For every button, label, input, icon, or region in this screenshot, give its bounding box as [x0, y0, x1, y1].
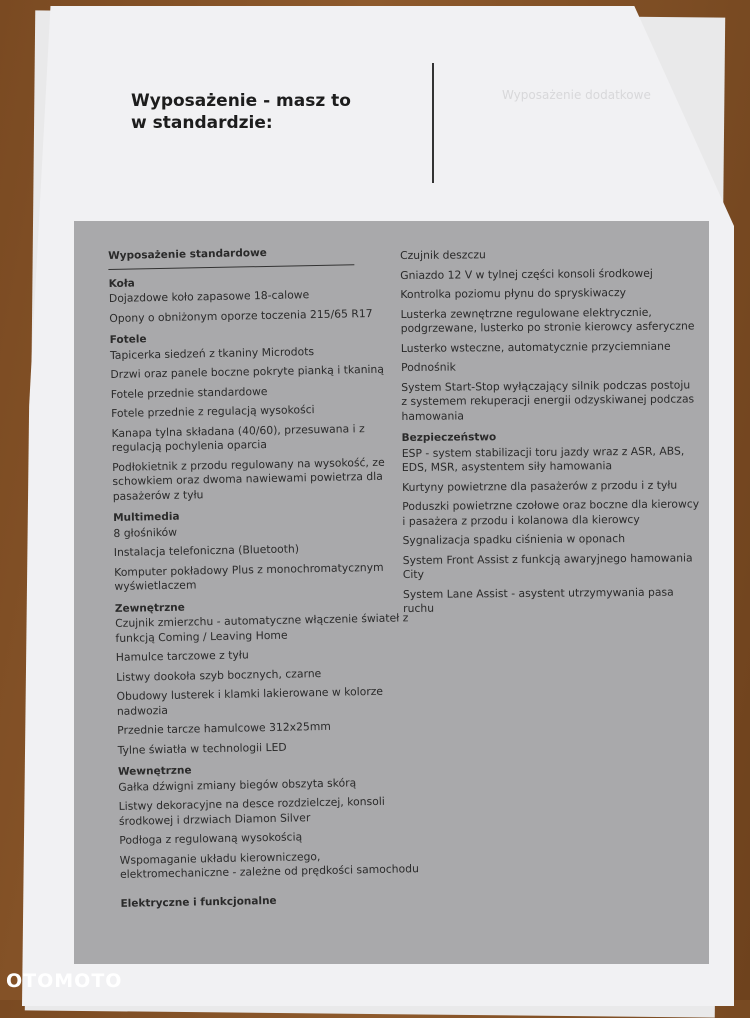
list-item: Fotele przednie standardowe: [110, 384, 268, 401]
list-item: Czujnik zmierzchu - automatyczne włączenie świateł z funkcją Coming / Leaving Home: [115, 611, 409, 645]
list-item: Kurtyny powietrzne dla pasażerów z przodu i z tyłu: [402, 478, 678, 494]
list-item: Podłokietnik z przodu regulowany na wysokość, ze schowkiem oraz dwoma nawiewami powietrza dla pasażerów z tyłu: [112, 455, 385, 503]
list-item: Podnośnik: [400, 360, 456, 374]
list-item: Instalacja telefoniczna (Bluetooth): [113, 542, 300, 559]
right-top-items: [400, 246, 700, 424]
list-item: System Lane Assist - asystent utrzymywania pasa ruchu: [402, 585, 674, 615]
list-item: System Front Assist z funkcją awaryjnego hamowania City: [402, 550, 693, 581]
list-item: Tapicerka siedzeń z tkaniny Microdots: [109, 344, 315, 362]
section-title-safety: Bezpieczeństwo: [401, 431, 497, 444]
section-title: Fotele: [109, 333, 147, 346]
list-item: Drzwi oraz panele boczne pokryte pianką i tkaniną: [110, 362, 385, 381]
title-line-2: w standardzie:: [131, 113, 273, 133]
right-column: [400, 246, 701, 621]
list-item: Podłoga z regulowaną wysokością: [119, 830, 303, 847]
safety-items: [402, 444, 701, 617]
equipment-panel: [74, 221, 709, 964]
section-title-electrical: Elektryczne i funkcjonalne: [120, 894, 277, 910]
page-title: [131, 90, 351, 134]
list-item: Kontrolka poziomu płynu do spryskiwaczy: [400, 286, 627, 301]
list-item: System Start-Stop wyłączający silnik podczas postoju z systemem rekuperacji energii odzyskiwanej podczas hamowania: [401, 377, 695, 423]
list-item: Fotele przednie z regulacją wysokości: [111, 403, 315, 420]
watermark-logo: OTOMOTO: [6, 970, 123, 992]
section-title: Multimedia: [113, 510, 180, 524]
title-line-1: Wyposażenie - masz to: [131, 91, 351, 111]
list-item: Lusterko wsteczne, automatycznie przyciemniane: [400, 339, 671, 355]
list-item: Przednie tarcze hamulcowe 312x25mm: [117, 719, 331, 737]
list-item: Opony o obniżonym oporze toczenia 215/65 R17: [109, 306, 373, 325]
list-item: Listwy dekoracyjne na desce rozdzielczej, konsoli środkowej i drzwiach Diamon Silver: [118, 794, 385, 828]
list-item: Gałka dźwigni zmiany biegów obszyta skórą: [118, 775, 357, 794]
list-item: Czujnik deszczu: [400, 248, 486, 262]
list-item: Hamulce tarczowe z tyłu: [115, 648, 249, 664]
list-item: Obudowy lusterek i klamki lakierowane w kolorze nadwozia: [116, 684, 384, 718]
list-item: Gniazdo 12 V w tylnej części konsoli środkowej: [400, 266, 653, 282]
list-item: ESP - system stabilizacji toru jazdy wraz z ASR, ABS, EDS, MSR, asystentem siły hamowania: [401, 444, 685, 474]
section-title: Koła: [108, 276, 135, 290]
list-item: Lusterka zewnętrzne regulowane elektrycznie, podgrzewane, lusterko po stronie kierowcy asferyczne: [400, 305, 695, 335]
show-through-text: Wyposażenie dodatkowe: [502, 88, 651, 102]
list-item: Kanapa tylna składana (40/60), przesuwana i z regulacją pochylenia oparcia: [111, 421, 365, 454]
list-item: Listwy dookoła szyb bocznych, czarne: [116, 666, 322, 684]
list-item: 8 głośników: [113, 525, 178, 540]
section-title: Wewnętrzne: [117, 764, 192, 778]
left-column: [108, 243, 421, 911]
section-title: Zewnętrzne: [114, 601, 185, 615]
list-item: Tylne światła w technologii LED: [117, 740, 287, 757]
list-item: Komputer pokładowy Plus z monochromatycznym wyświetlaczem: [114, 560, 384, 593]
list-item: Sygnalizacja spadku ciśnienia w oponach: [402, 532, 626, 547]
list-item: Dojazdowe koło zapasowe 18-calowe: [108, 288, 310, 305]
list-item: Wspomaganie układu kierowniczego, elektromechaniczne - zależne od prędkości samochodu: [119, 849, 420, 881]
vertical-divider: [432, 63, 434, 183]
column-heading: Wyposażenie standardowe: [108, 244, 354, 269]
left-sections: [109, 271, 421, 883]
list-item: Poduszki powietrzne czołowe oraz boczne dla kierowcy i pasażera z przodu i kolanowa dla kierowcy: [402, 497, 700, 528]
